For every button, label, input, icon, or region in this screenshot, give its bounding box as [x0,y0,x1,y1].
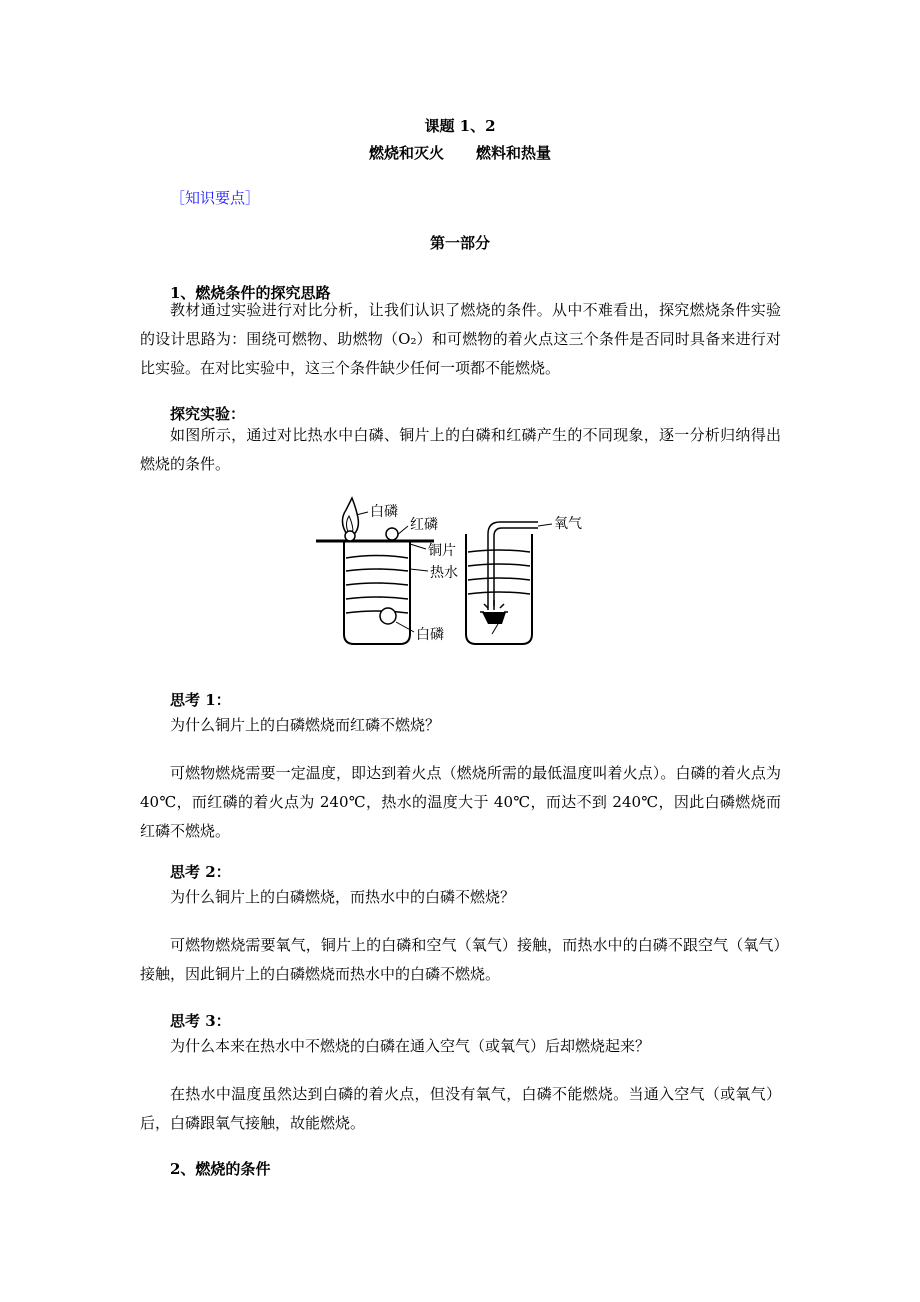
label-white-phosphorus-top: 白磷 [370,504,398,520]
section2-heading: 2、燃烧的条件 [170,1160,271,1178]
leader-hot-water [410,569,428,571]
spark-icon [480,600,508,612]
lesson-title: 课题 1、2 [424,117,496,135]
leader-right-bottom [492,624,498,634]
leader-oxygen [538,524,552,526]
label-copper-sheet: 铜片 [428,543,456,559]
section1-body: 教材通过实验进行对比分析，让我们认识了燃烧的条件。从中不难看出，探究燃烧条件实验的设计思路为：围绕可燃物、助燃物（O₂）和可燃物的着火点这三个条件是否同时具备来进行对比实验。在对比实验中，这三个条件缺少任何一项都不能燃烧。 [140,301,781,377]
burning-phosphorus [482,612,506,624]
label-hot-water: 热水 [430,565,458,581]
experiment-heading: 探究实验： [170,405,246,423]
label-white-phosphorus-bottom: 白磷 [416,627,444,643]
subtitle-right: 燃料和热量 [476,144,552,162]
think1-heading: 思考 1： [170,691,231,709]
white-phosphorus-on-copper [345,531,355,541]
right-water-lines [468,550,530,594]
think3-question: 为什么本来在热水中不燃烧的白磷在通入空气（或氧气）后却燃烧起来？ [170,1037,651,1055]
label-red-phosphorus: 红磷 [410,517,438,533]
oxygen-tube [488,522,538,610]
subtitle-left: 燃烧和灭火 [368,144,444,162]
left-water-lines [346,556,408,614]
part-title: 第一部分 [429,234,490,252]
leader-white-bottom [396,622,414,632]
think2-heading: 思考 2： [170,863,231,881]
white-phosphorus-in-water [380,608,396,624]
combustion-experiment-figure [316,494,606,654]
think1-question: 为什么铜片上的白磷燃烧而红磷不燃烧？ [170,716,441,734]
think3-answer: 在热水中温度虽然达到白磷的着火点，但没有氧气，白磷不能燃烧。当通入空气（或氧气）后，白磷跟氧气接触，故能燃烧。 [140,1085,781,1132]
leader-copper [410,544,426,549]
think2-answer: 可燃物燃烧需要氧气，铜片上的白磷和空气（氧气）接触，而热水中的白磷不跟空气（氧气）接触，因此铜片上的白磷燃烧而热水中的白磷不燃烧。 [140,936,781,983]
experiment-body: 如图所示，通过对比热水中白磷、铜片上的白磷和红磷产生的不同现象，逐一分析归纳得出燃烧的条件。 [140,426,781,473]
lesson-subtitle [0,143,920,163]
label-oxygen: 氧气 [554,516,582,532]
think3-heading: 思考 3： [170,1012,231,1030]
think1-answer: 可燃物燃烧需要一定温度，即达到着火点（燃烧所需的最低温度叫着火点）。白磷的着火点为 40℃，而红磷的着火点为 240℃，热水的温度大于 40℃，而达不到 240℃，因此白磷燃烧而红磷不燃烧。 [140,764,781,840]
red-phosphorus [386,528,398,540]
knowledge-points-tag: ［知识要点］ [170,189,261,207]
think2-question: 为什么铜片上的白磷燃烧，而热水中的白磷不燃烧？ [170,888,516,906]
section1-heading: 1、燃烧条件的探究思路 [170,284,331,302]
